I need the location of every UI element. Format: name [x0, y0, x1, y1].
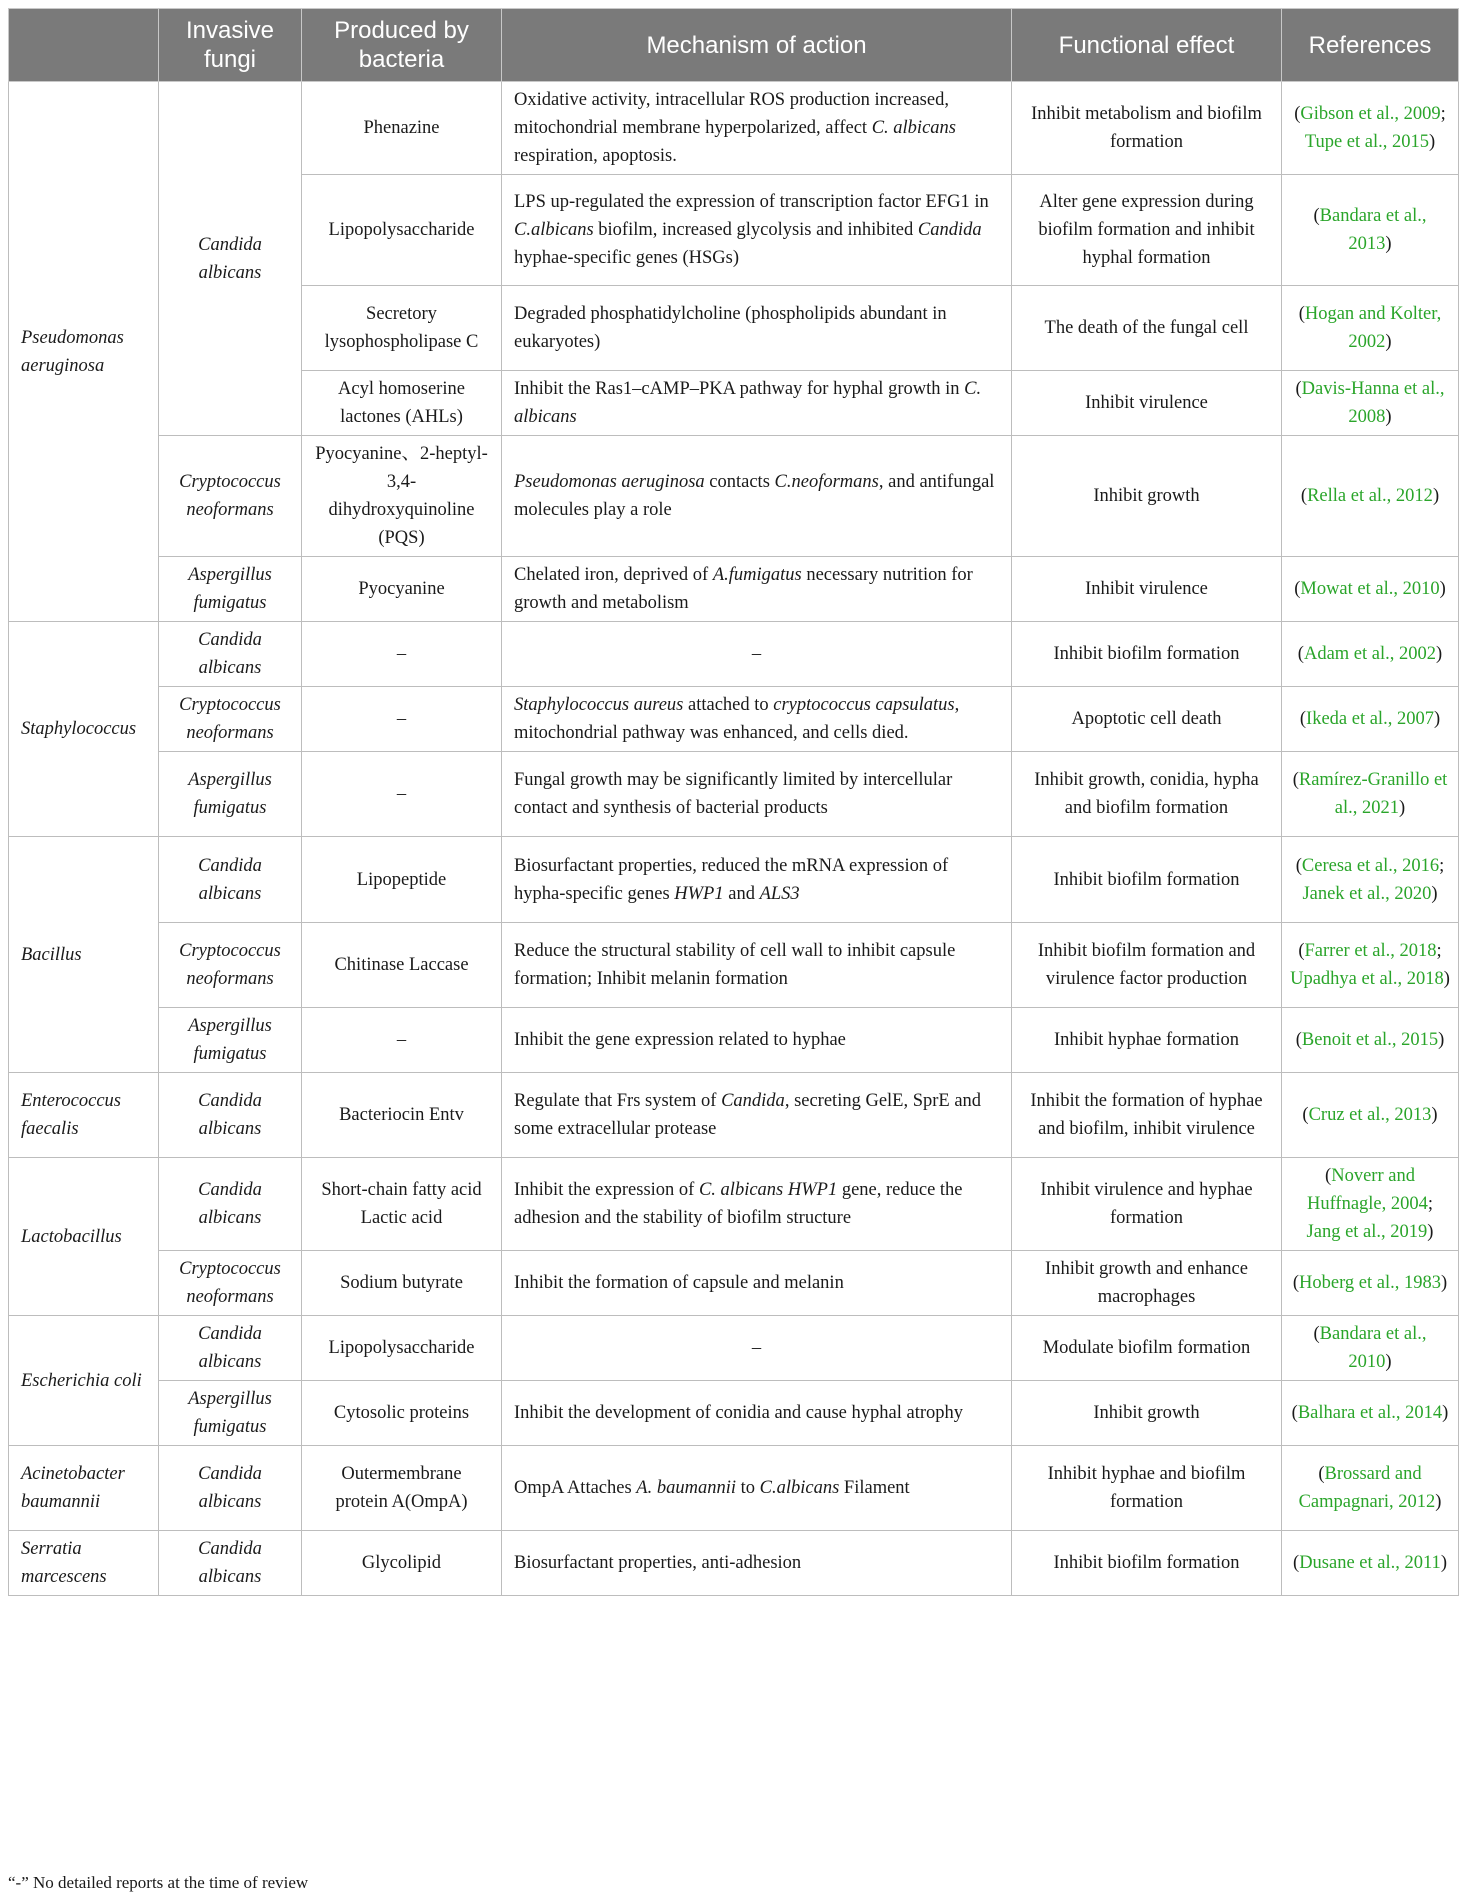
mechanism-text-segment: gene, reduce the adhesion and the stability of biofilm structure [514, 1180, 963, 1228]
mechanism-text-segment: C. albicans HWP1 [698, 1180, 838, 1200]
produced-by-cell: Glycolipid [302, 1531, 502, 1596]
bacterium-cell: Enterococcus faecalis [9, 1073, 159, 1158]
mechanism-text-segment: HWP1 [674, 883, 724, 904]
references-cell: (Bandara et al., 2010) [1282, 1316, 1459, 1381]
invasive-fungi-cell: Aspergillus fumigatus [159, 1008, 302, 1073]
functional-effect-cell: Inhibit virulence and hyphae formation [1012, 1158, 1282, 1251]
produced-by-cell: Secretory lysophospholipase C [302, 286, 502, 371]
mechanism-text-segment: – [751, 644, 762, 664]
mechanism-text-segment: Regulate that Frs system of [514, 1091, 722, 1111]
references-cell: (Benoit et al., 2015) [1282, 1008, 1459, 1073]
header-references: References [1282, 9, 1459, 82]
reference-link[interactable]: Upadhya et al., 2018 [1290, 969, 1444, 989]
invasive-fungi-cell: Cryptococcus neoformans [159, 923, 302, 1008]
table-row [9, 1073, 1459, 1158]
produced-by-cell: Lipopeptide [302, 837, 502, 923]
table-row [9, 82, 1459, 175]
mechanism-text-segment: Pseudomonas aeruginosa [514, 472, 705, 492]
produced-by-cell: Outermembrane protein A(OmpA) [302, 1446, 502, 1531]
references-cell: (Ceresa et al., 2016; Janek et al., 2020) [1282, 837, 1459, 923]
table-row [9, 436, 1459, 557]
references-cell: (Noverr and Huffnagle, 2004; Jang et al., 2019) [1282, 1158, 1459, 1251]
references-cell: (Brossard and Campagnari, 2012) [1282, 1446, 1459, 1531]
functional-effect-cell: Alter gene expression during biofilm formation and inhibit hyphal formation [1012, 175, 1282, 286]
mechanism-text-segment: Inhibit the gene expression related to hyphae [514, 1030, 846, 1050]
mechanism-text-segment: biofilm, increased glycolysis and inhibited [593, 220, 918, 240]
table-row [9, 1531, 1459, 1596]
invasive-fungi-cell: Candida albicans [159, 622, 302, 687]
functional-effect-cell: Inhibit virulence [1012, 557, 1282, 622]
references-cell: (Balhara et al., 2014) [1282, 1381, 1459, 1446]
mechanism-cell [502, 557, 1012, 622]
produced-by-cell: Chitinase Laccase [302, 923, 502, 1008]
reference-link[interactable]: Brossard and Campagnari, 2012 [1298, 1464, 1436, 1512]
invasive-fungi-cell: Cryptococcus neoformans [159, 1251, 302, 1316]
mechanism-text-segment: Biosurfactant properties, reduced the mRNA expression of hypha-specific genes [514, 855, 949, 904]
functional-effect-cell: Inhibit growth [1012, 1381, 1282, 1446]
mechanism-cell [502, 687, 1012, 752]
reference-link[interactable]: Rella et al., 2012 [1307, 486, 1433, 506]
header-functional-effect: Functional effect [1012, 9, 1282, 82]
mechanism-cell [502, 1073, 1012, 1158]
table-row [9, 1316, 1459, 1381]
header-mechanism-of-action: Mechanism of action [502, 9, 1012, 82]
references-cell: (Davis-Hanna et al., 2008) [1282, 371, 1459, 436]
mechanism-text-segment: Candida [721, 1091, 785, 1111]
references-cell: (Ikeda et al., 2007) [1282, 687, 1459, 752]
mechanism-text-segment: , and antifungal molecules play a role [514, 472, 995, 520]
invasive-fungi-cell: Cryptococcus neoformans [159, 436, 302, 557]
mechanism-text-segment: C.neoformans [774, 472, 879, 492]
references-cell: (Bandara et al., 2013) [1282, 175, 1459, 286]
bacterium-cell: Pseudomonas aeruginosa [9, 82, 159, 622]
reference-link[interactable]: Hoberg et al., 1983 [1299, 1273, 1441, 1293]
produced-by-cell: Cytosolic proteins [302, 1381, 502, 1446]
functional-effect-cell: Inhibit biofilm formation [1012, 622, 1282, 687]
table-row [9, 557, 1459, 622]
mechanism-cell [502, 1381, 1012, 1446]
mechanism-text-segment: hyphae-specific genes (HSGs) [514, 248, 740, 268]
references-cell: (Gibson et al., 2009; Tupe et al., 2015) [1282, 82, 1459, 175]
mechanism-cell [502, 1531, 1012, 1596]
produced-by-cell: – [302, 752, 502, 837]
references-cell: (Cruz et al., 2013) [1282, 1073, 1459, 1158]
table-row [9, 1158, 1459, 1251]
functional-effect-cell: Inhibit biofilm formation [1012, 837, 1282, 923]
reference-link[interactable]: Cruz et al., 2013 [1308, 1105, 1432, 1125]
reference-link[interactable]: Benoit et al., 2015 [1301, 1030, 1439, 1050]
reference-link[interactable]: Tupe et al., 2015 [1304, 132, 1430, 152]
table-row [9, 837, 1459, 923]
functional-effect-cell: Inhibit hyphae formation [1012, 1008, 1282, 1073]
produced-by-cell: – [302, 1008, 502, 1073]
invasive-fungi-cell: Candida albicans [159, 82, 302, 436]
invasive-fungi-cell: Aspergillus fumigatus [159, 557, 302, 622]
produced-by-cell: – [302, 687, 502, 752]
invasive-fungi-cell: Aspergillus fumigatus [159, 1381, 302, 1446]
bacterium-cell: Lactobacillus [9, 1158, 159, 1316]
mechanism-text-segment: Fungal growth may be significantly limited by intercellular contact and synthesis of bacterial products [514, 770, 953, 818]
produced-by-cell: Acyl homoserine lactones (AHLs) [302, 371, 502, 436]
mechanism-cell [502, 1316, 1012, 1381]
produced-by-cell: Bacteriocin Entv [302, 1073, 502, 1158]
invasive-fungi-cell: Candida albicans [159, 1158, 302, 1251]
mechanism-text-segment: Degraded phosphatidylcholine (phospholipids abundant in eukaryotes) [514, 304, 947, 352]
reference-link[interactable]: Janek et al., 2020 [1302, 883, 1432, 904]
table-row [9, 752, 1459, 837]
mechanism-text-segment: Inhibit the expression of [514, 1180, 699, 1200]
invasive-fungi-cell: Candida albicans [159, 1446, 302, 1531]
mechanism-text-segment: – [751, 1338, 762, 1358]
mechanism-text-segment: to [736, 1478, 760, 1498]
invasive-fungi-cell: Candida albicans [159, 837, 302, 923]
mechanism-cell [502, 436, 1012, 557]
produced-by-cell: – [302, 622, 502, 687]
table-row [9, 687, 1459, 752]
bacterium-cell: Bacillus [9, 837, 159, 1073]
produced-by-cell: Sodium butyrate [302, 1251, 502, 1316]
reference-link[interactable]: Gibson et al., 2009 [1300, 104, 1441, 124]
mechanism-text-segment: Inhibit the Ras1–cAMP–PKA pathway for hyphal growth in [514, 379, 965, 399]
functional-effect-cell: The death of the fungal cell [1012, 286, 1282, 371]
reference-link[interactable]: Ceresa et al., 2016 [1301, 855, 1440, 876]
reference-link[interactable]: Mowat et al., 2010 [1300, 579, 1440, 599]
functional-effect-cell: Inhibit growth and enhance macrophages [1012, 1251, 1282, 1316]
reference-link[interactable]: Noverr and Huffnagle, 2004 [1306, 1166, 1428, 1214]
mechanism-cell [502, 752, 1012, 837]
table-row [9, 1446, 1459, 1531]
mechanism-cell [502, 923, 1012, 1008]
functional-effect-cell: Inhibit metabolism and biofilm formation [1012, 82, 1282, 175]
mechanism-text-segment: Biosurfactant properties, anti-adhesion [514, 1553, 802, 1573]
mechanism-cell [502, 1008, 1012, 1073]
mechanism-text-segment: Staphylococcus aureus [514, 695, 684, 715]
bacterium-cell: Staphylococcus [9, 622, 159, 837]
reference-link[interactable]: Ramírez-Granillo et al., 2021 [1298, 770, 1448, 818]
mechanism-cell [502, 175, 1012, 286]
table-header-row [9, 9, 1459, 82]
bacterium-cell: Acinetobacter baumannii [9, 1446, 159, 1531]
invasive-fungi-cell: Candida albicans [159, 1316, 302, 1381]
reference-link[interactable]: Balhara et al., 2014 [1297, 1403, 1443, 1423]
mechanism-text-segment: , secreting GelE, SprE and some extracellular protease [514, 1091, 982, 1139]
references-cell: (Rella et al., 2012) [1282, 436, 1459, 557]
mechanism-text-segment: and [723, 883, 760, 904]
references-cell: (Farrer et al., 2018; Upadhya et al., 2018) [1282, 923, 1459, 1008]
mechanism-cell [502, 837, 1012, 923]
mechanism-text-segment: , mitochondrial pathway was enhanced, and cells died. [514, 695, 960, 743]
mechanism-text-segment: Chelated iron, deprived of [514, 565, 713, 585]
mechanism-cell [502, 1251, 1012, 1316]
reference-link[interactable]: Adam et al., 2002 [1303, 644, 1437, 664]
table-row [9, 622, 1459, 687]
produced-by-cell: Lipopolysaccharide [302, 175, 502, 286]
functional-effect-cell: Inhibit virulence [1012, 371, 1282, 436]
mechanism-text-segment: A. baumannii [636, 1478, 736, 1498]
mechanism-text-segment: Inhibit the formation of capsule and melanin [514, 1273, 844, 1293]
functional-effect-cell: Inhibit biofilm formation and virulence factor production [1012, 923, 1282, 1008]
reference-link[interactable]: Dusane et al., 2011 [1299, 1553, 1441, 1573]
functional-effect-cell: Inhibit growth [1012, 436, 1282, 557]
reference-link[interactable]: Bandara et al., 2013 [1319, 206, 1427, 254]
reference-link[interactable]: Bandara et al., 2010 [1319, 1324, 1427, 1372]
produced-by-cell: Pyocyanine [302, 557, 502, 622]
produced-by-cell: Phenazine [302, 82, 502, 175]
mechanism-cell [502, 1446, 1012, 1531]
functional-effect-cell: Apoptotic cell death [1012, 687, 1282, 752]
functional-effect-cell: Inhibit hyphae and biofilm formation [1012, 1446, 1282, 1531]
mechanism-text-segment: OmpA Attaches [514, 1478, 637, 1498]
bacteria-fungi-interaction-table [8, 8, 1459, 1596]
references-cell: (Dusane et al., 2011) [1282, 1531, 1459, 1596]
table-row [9, 1008, 1459, 1073]
mechanism-text-segment: LPS up-regulated the expression of transcription factor EFG1 in [514, 192, 989, 212]
references-cell: (Ramírez-Granillo et al., 2021) [1282, 752, 1459, 837]
table-row [9, 1251, 1459, 1316]
mechanism-text-segment: Candida [917, 220, 982, 240]
reference-link[interactable]: Farrer et al., 2018 [1304, 941, 1437, 961]
table-body [9, 82, 1459, 1596]
header-bacteria [9, 9, 159, 82]
produced-by-cell: Lipopolysaccharide [302, 1316, 502, 1381]
references-cell: (Adam et al., 2002) [1282, 622, 1459, 687]
produced-by-cell: Short-chain fatty acid Lactic acid [302, 1158, 502, 1251]
header-produced-by-bacteria: Produced by bacteria [302, 9, 502, 82]
reference-link[interactable]: Davis-Hanna et al., 2008 [1301, 379, 1445, 427]
table-row [9, 1381, 1459, 1446]
mechanism-text-segment: C. albicans [871, 118, 956, 138]
mechanism-text-segment: A.fumigatus [712, 565, 802, 585]
produced-by-cell: Pyocyanine、2-heptyl-3,4-dihydroxyquinoline (PQS) [302, 436, 502, 557]
mechanism-text-segment: respiration, apoptosis. [514, 146, 677, 166]
mechanism-cell [502, 82, 1012, 175]
mechanism-cell [502, 1158, 1012, 1251]
functional-effect-cell: Inhibit biofilm formation [1012, 1531, 1282, 1596]
mechanism-text-segment: C. albicans [514, 379, 982, 427]
mechanism-cell [502, 286, 1012, 371]
invasive-fungi-cell: Cryptococcus neoformans [159, 687, 302, 752]
functional-effect-cell: Inhibit the formation of hyphae and biofilm, inhibit virulence [1012, 1073, 1282, 1158]
references-cell: (Mowat et al., 2010) [1282, 557, 1459, 622]
mechanism-cell [502, 622, 1012, 687]
functional-effect-cell: Modulate biofilm formation [1012, 1316, 1282, 1381]
reference-link[interactable]: Jang et al., 2019 [1306, 1222, 1428, 1242]
mechanism-text-segment: ALS3 [759, 883, 800, 904]
mechanism-text-segment: cryptococcus capsulatus [773, 695, 955, 715]
references-cell: (Hogan and Kolter, 2002) [1282, 286, 1459, 371]
header-invasive-fungi: Invasive fungi [159, 9, 302, 82]
references-cell: (Hoberg et al., 1983) [1282, 1251, 1459, 1316]
mechanism-text-segment: necessary nutrition for growth and metabolism [514, 565, 973, 613]
table-footnote: “-” No detailed reports at the time of review [8, 1873, 309, 1892]
mechanism-text-segment: C.albicans [759, 1478, 840, 1498]
bacterium-cell: Serratia marcescens [9, 1531, 159, 1596]
mechanism-text-segment: attached to [683, 695, 774, 715]
invasive-fungi-cell: Candida albicans [159, 1531, 302, 1596]
mechanism-cell [502, 371, 1012, 436]
reference-link[interactable]: Hogan and Kolter, 2002 [1304, 304, 1442, 352]
mechanism-text-segment: Reduce the structural stability of cell wall to inhibit capsule formation; Inhibit melanin formation [514, 941, 956, 989]
mechanism-text-segment: contacts [704, 472, 775, 492]
invasive-fungi-cell: Candida albicans [159, 1073, 302, 1158]
reference-link[interactable]: Ikeda et al., 2007 [1306, 709, 1434, 729]
mechanism-text-segment: Inhibit the development of conidia and cause hyphal atrophy [514, 1403, 964, 1423]
bacterium-cell: Escherichia coli [9, 1316, 159, 1446]
mechanism-text-segment: Filament [839, 1478, 910, 1498]
table-row [9, 923, 1459, 1008]
invasive-fungi-cell: Aspergillus fumigatus [159, 752, 302, 837]
functional-effect-cell: Inhibit growth, conidia, hypha and biofilm formation [1012, 752, 1282, 837]
mechanism-text-segment: C.albicans [514, 220, 594, 240]
mechanism-text-segment: Oxidative activity, intracellular ROS production increased, mitochondrial membrane hyperpolarized, affect [514, 90, 949, 138]
